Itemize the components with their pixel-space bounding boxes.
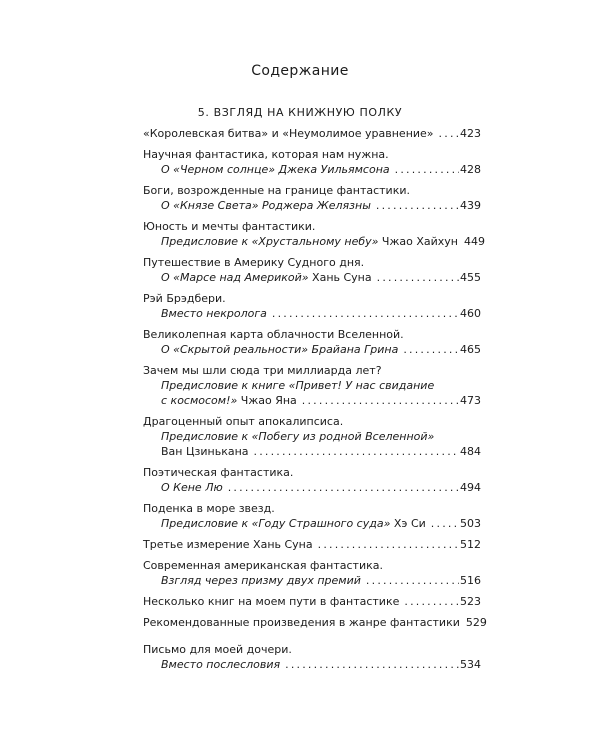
toc-text-segment: Письмо для моей дочери.: [143, 643, 292, 656]
toc-text-segment: Современная американская фантастика.: [143, 559, 383, 572]
toc-text-segment: О Кене Лю: [161, 481, 223, 494]
toc-entry-title: [143, 465, 481, 480]
toc-entry-subtitle: [143, 342, 481, 357]
toc-entry: [143, 327, 481, 357]
toc-entry-subtitle: [143, 270, 481, 285]
toc-text-segment: Вместо послесловия: [161, 658, 281, 671]
toc-entry-text: [143, 327, 404, 342]
toc-entry: [143, 465, 481, 495]
dot-leader: [302, 393, 459, 408]
toc-entry: [143, 615, 487, 630]
toc-entry-subtitle: [143, 444, 481, 459]
toc-text-segment: О «Скрытой реальности» Брайана Грина: [161, 343, 399, 356]
page-number: 460: [460, 307, 481, 320]
page-title: Содержание: [251, 63, 349, 79]
toc-text-segment: Чжао Яна: [237, 394, 297, 407]
toc-entry-text: [143, 558, 383, 573]
toc-entry-text: [143, 291, 226, 306]
toc-text-segment: с космосом!»: [161, 394, 238, 407]
page-number: 465: [460, 343, 481, 356]
toc-text-segment: Великолепная карта облачности Вселенной.: [143, 328, 404, 341]
toc-entry-text: [143, 219, 315, 234]
toc-entry-title: [143, 183, 481, 198]
toc-entry-title: [143, 537, 481, 552]
toc-entry-subtitle: [143, 378, 481, 393]
toc-text-segment: Предисловие к «Году Страшного суда»: [161, 517, 391, 530]
page-number: 529: [465, 616, 487, 629]
toc-entry: [143, 558, 481, 588]
page-number: 534: [460, 658, 481, 671]
toc-entry-subtitle: [143, 516, 481, 531]
toc-text-segment: О «Князе Света» Роджера Желязны: [161, 199, 371, 212]
toc-text-segment: Рэй Брэдбери.: [143, 292, 226, 305]
toc-entry-subtitle: [143, 306, 481, 321]
dot-leader: [272, 306, 459, 321]
toc-entry-subtitle: [143, 657, 481, 672]
toc-entry-text: [143, 465, 293, 480]
toc-entry: [143, 414, 481, 459]
toc-entry: [143, 594, 481, 609]
toc-entry: [143, 147, 481, 177]
toc-entry-title: [143, 255, 481, 270]
page-number: 449: [463, 235, 485, 248]
toc-entry-text: [161, 480, 223, 495]
toc-text-segment: Юность и мечты фантастики.: [143, 220, 316, 233]
section-title: 5. ВЗГЛЯД НА КНИЖНУЮ ПОЛКУ: [197, 106, 403, 119]
dot-leader: [254, 444, 459, 459]
toc-entry-text: [143, 414, 343, 429]
toc-entry: [143, 537, 481, 552]
dot-leader: [228, 480, 459, 495]
toc-text-segment: Рекомендованные произведения в жанре фантастики: [143, 616, 460, 629]
page-number: 455: [460, 271, 481, 284]
toc-entry: [143, 501, 481, 531]
page-number: 484: [460, 445, 481, 458]
toc-entry-text: [161, 306, 267, 321]
toc-entry-text: [143, 183, 410, 198]
toc-text-segment: О «Марсе над Америкой»: [161, 271, 309, 284]
dot-leader: [404, 594, 459, 609]
toc-text-segment: О «Черном солнце» Джека Уильямсона: [161, 163, 390, 176]
dot-leader: [403, 342, 459, 357]
dot-leader: [318, 537, 459, 552]
toc-entry: [143, 219, 485, 249]
toc-entry-subtitle: [143, 429, 481, 444]
toc-entry-subtitle: [143, 480, 481, 495]
toc-text-segment: Поденка в море звезд.: [143, 502, 275, 515]
toc-entry-text: [143, 642, 292, 657]
page-number: 423: [460, 127, 481, 140]
toc-entry-text: [161, 429, 434, 444]
page-number: 512: [460, 538, 481, 551]
toc-text-segment: Взгляд через призму двух премий: [161, 574, 361, 587]
toc-entry-text: [161, 378, 434, 393]
toc-entry-text: [161, 657, 280, 672]
dot-leader: [366, 573, 459, 588]
toc-entry: [143, 363, 481, 408]
toc-text-segment: Вместо некролога: [161, 307, 267, 320]
page-number: 494: [460, 481, 481, 494]
toc-text-segment: Предисловие к «Хрустальному небу»: [161, 235, 379, 248]
toc-text-segment: Хэ Си: [390, 517, 426, 530]
toc-entry-title: [143, 558, 481, 573]
toc-entry-text: [161, 198, 371, 213]
toc-entry-text: [143, 537, 313, 552]
toc-entry: [143, 255, 481, 285]
page-number: 523: [460, 595, 481, 608]
toc-entry-title: [143, 291, 481, 306]
toc-entry-text: [143, 126, 434, 141]
page-number: 516: [460, 574, 481, 587]
toc-text-segment: Путешествие в Америку Судного дня.: [143, 256, 365, 269]
toc-text-segment: Ван Цзинькана: [161, 445, 249, 458]
dot-leader: [439, 126, 459, 141]
toc-text-segment: Научная фантастика, которая нам нужна.: [143, 148, 389, 161]
toc-entry-title: [143, 615, 487, 630]
toc-text-segment: «Королевская битва» и «Неумолимое уравнение»: [143, 127, 434, 140]
toc-entry-text: [161, 444, 249, 459]
toc-entry-text: [143, 255, 364, 270]
page-number: 473: [460, 394, 481, 407]
table-of-contents: [143, 126, 487, 678]
toc-text-segment: Предисловие к «Побегу из родной Вселенной»: [161, 430, 435, 443]
toc-entry-text: [143, 594, 399, 609]
toc-entry-text: [143, 501, 275, 516]
dot-leader: [285, 657, 459, 672]
toc-entry: [143, 183, 481, 213]
toc-entry-title: [143, 327, 481, 342]
dot-leader: [376, 198, 459, 213]
toc-entry: [143, 291, 481, 321]
toc-entry-text: [143, 363, 382, 378]
page-number: 439: [460, 199, 481, 212]
toc-entry-text: [143, 615, 460, 630]
dot-leader: [377, 270, 459, 285]
toc-entry: [143, 126, 481, 141]
dot-leader: [395, 162, 459, 177]
toc-text-segment: Поэтическая фантастика.: [143, 466, 294, 479]
toc-entry-text: [161, 162, 390, 177]
toc-entry-text: [161, 393, 297, 408]
toc-entry-title: [143, 594, 481, 609]
toc-entry-subtitle: [143, 162, 481, 177]
toc-entry-title: [143, 642, 481, 657]
toc-entry-text: [161, 516, 426, 531]
toc-entry-text: [143, 147, 389, 162]
toc-entry-subtitle: [143, 234, 485, 249]
dot-leader: [431, 516, 459, 531]
toc-text-segment: Драгоценный опыт апокалипсиса.: [143, 415, 344, 428]
toc-entry-title: [143, 126, 481, 141]
toc-entry-text: [161, 234, 458, 249]
toc-entry-title: [143, 501, 481, 516]
toc-text-segment: Третье измерение Хань Суна: [143, 538, 313, 551]
toc-entry-title: [143, 219, 481, 234]
toc-entry-title: [143, 414, 481, 429]
page-number: 428: [460, 163, 481, 176]
toc-entry: [143, 642, 481, 672]
toc-text-segment: Чжао Хайхун: [378, 235, 458, 248]
page-number: 503: [460, 517, 481, 530]
toc-entry-subtitle: [143, 393, 481, 408]
toc-entry-text: [161, 342, 398, 357]
toc-text-segment: Несколько книг на моем пути в фантастике: [143, 595, 400, 608]
toc-entry-text: [161, 573, 361, 588]
toc-text-segment: Боги, возрожденные на границе фантастики.: [143, 184, 410, 197]
toc-entry-title: [143, 363, 481, 378]
toc-text-segment: Хань Суна: [308, 271, 372, 284]
toc-text-segment: Предисловие к книге «Привет! У нас свидание: [161, 379, 435, 392]
toc-entry-title: [143, 147, 481, 162]
toc-entry-subtitle: [143, 573, 481, 588]
toc-text-segment: Зачем мы шли сюда три миллиарда лет?: [143, 364, 382, 377]
toc-entry-text: [161, 270, 372, 285]
toc-entry-subtitle: [143, 198, 481, 213]
